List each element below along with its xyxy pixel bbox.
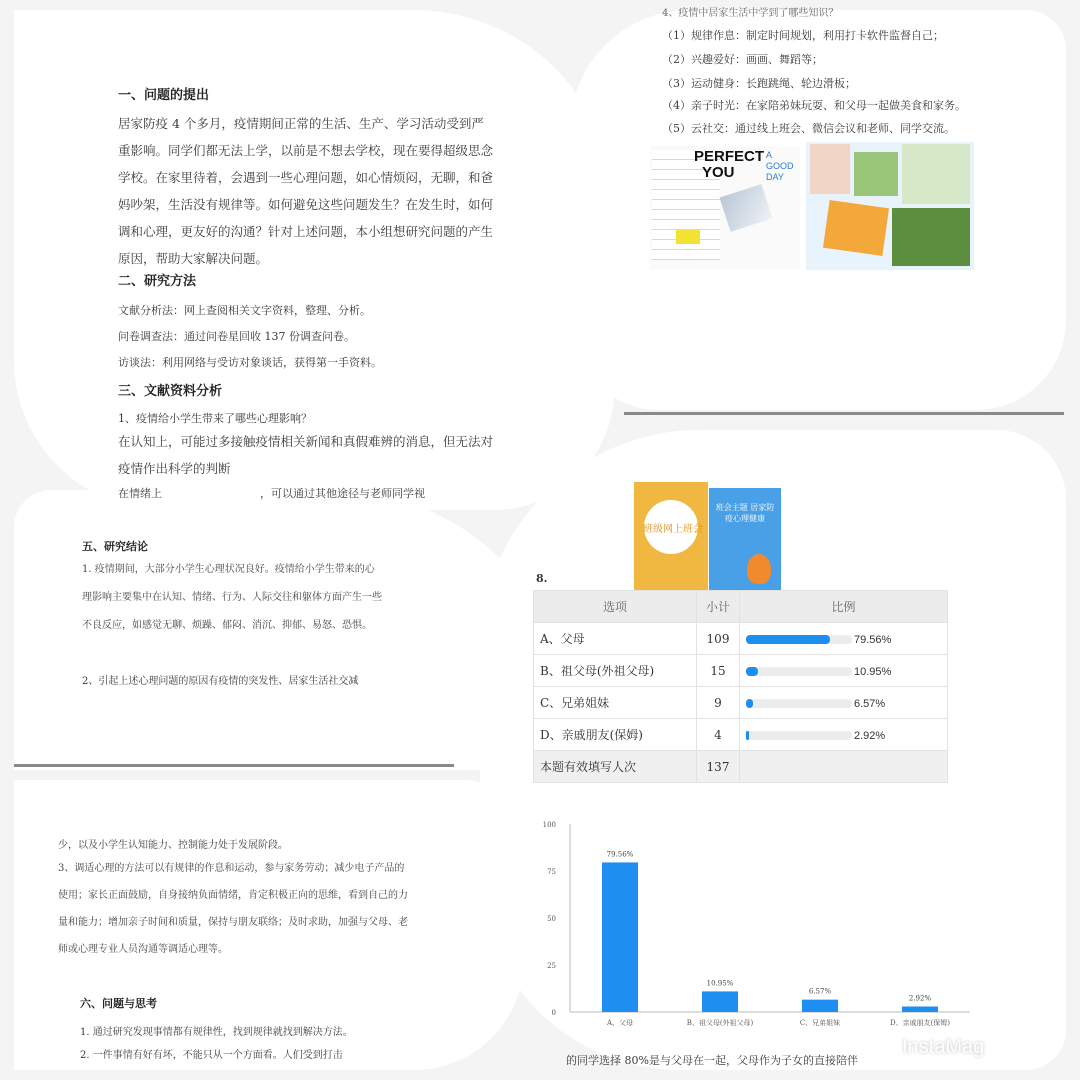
option-count: 9 [697,687,740,719]
ratio-bar [746,731,852,740]
column-header-count: 小计 [697,591,740,623]
option-count: 109 [697,623,740,655]
collage-text: YOU [702,164,735,181]
paragraph-background: 居家防疫 4 个多月，疫情期间正常的生活、生产、学习活动受到严重影响。同学们都无法上学，以前是不想去学校，现在要得超级思念学校。在家里待着，会遇到一些心理问题，如心情烦闷，无聊，和爸妈吵架，生活没有规律等。如何避免这些问题发生？在发生时，如何调和心理，更友好的沟通？针对上述问题，本小组想研究问题的产生原因，帮助大家解决问题。 [118,116,494,266]
knowledge-item: （3）运动健身：长跑跳绳、轮边滑板； [662,77,856,90]
y-tick-label: 50 [547,915,556,923]
option-label: D、亲戚朋友(保姆) [534,719,697,751]
ratio-bar-fill [746,635,830,644]
method-literature: 文献分析法：网上查阅相关文字资料，整理、分析。 [118,304,371,317]
heading-problem: 一、问题的提出 [118,88,210,103]
column-header-option: 选项 [534,591,697,623]
x-tick-label: A、父母 [606,1019,634,1027]
knowledge-item: （2）兴趣爱好：画画、舞蹈等； [662,53,823,66]
heading-method: 二、研究方法 [118,274,197,289]
ratio-bar [746,635,852,644]
chart-caption: 的同学选择 80%是与父母在一起，父母作为子女的直接陪伴 [566,1054,858,1067]
question-number: 8. [536,572,548,585]
column-header-ratio: 比例 [740,591,948,623]
paragraph-adjustment: 3、调适心理的方法可以有规律的作息和运动，参与家务劳动；减少电子产品的使用；家长正面鼓励，自身接纳负面情绪，肯定积极正向的思维，看到自己的力量和能力；增加亲子时间和质量，保持与朋友联络；及时求助，加强与父母、老师或心理专业人员沟通等调适心理等。 [58,863,408,955]
data-label: 79.56% [606,850,634,859]
footer-count: 137 [697,751,740,783]
ratio-bar-fill [746,731,749,740]
table-row [534,623,948,655]
meeting-poster-screenshot [709,488,781,594]
data-label: 2.92% [908,994,932,1003]
knowledge-item: （5）云社交：通过线上班会、微信会议和老师、同学交流。 [662,122,955,135]
option-count: 4 [697,719,740,751]
ratio-bar-fill [746,699,753,708]
y-tick-label: 25 [547,962,556,970]
survey-bar-chart [530,812,990,1037]
table-row [534,687,948,719]
paragraph-emotion: 在情绪上 [118,487,162,500]
paragraph-conclusion-1: 1. 疫情期间，大部分小学生心理状况良好。疫情给小学生带来的心理影响主要集中在认知、情绪、行为、人际交往和躯体方面产生一些不良反应，如感觉无聊、烦躁、郁闷、消沉、抑郁、易怒、恐惧。 [82,564,382,631]
heading-reflection: 六、问题与思考 [80,997,157,1010]
x-tick-label: B、祖父母(外祖父母) [686,1019,754,1027]
method-questionnaire: 问卷调查法：通过问卷星回收 137 份调查问卷。 [118,330,355,343]
ratio-percent: 79.56% [854,633,892,646]
meeting-title-text: 班级网上班会 [643,524,703,535]
paragraph-reasons-cont: 少，以及小学生认知能力、控制能力处于发展阶段。 [58,840,288,851]
knowledge-item: （4）亲子时光：在家陪弟妹玩耍、和父母一起做美食和家务。 [662,99,966,112]
footer-empty-cell [740,751,948,783]
paragraph-conclusion-2: 2、引起上述心理问题的原因有疫情的突发性、居家生活社交减 [82,676,359,687]
ratio-percent: 2.92% [854,729,886,742]
table-row [534,719,948,751]
ratio-bar [746,667,852,676]
option-count: 15 [697,655,740,687]
option-label: A、父母 [534,623,697,655]
ratio-cell [740,655,948,687]
heading-conclusion: 五、研究结论 [82,540,148,553]
bar [902,1007,938,1012]
collage-text: A GOOD DAY [766,150,794,182]
ratio-cell [740,623,948,655]
bar [602,862,638,1012]
survey-result-table [533,590,948,783]
option-label: B、祖父母(外祖父母) [534,655,697,687]
y-tick-label: 100 [542,821,556,829]
poster-title-text: 班会主题 居家防疫心理健康 [715,503,775,523]
heading-literature: 三、文献资料分析 [118,384,223,399]
ratio-percent: 10.95% [854,665,892,678]
online-meeting-screenshot [634,482,708,594]
y-tick-label: 0 [551,1009,556,1017]
footer-label: 本题有效填写人次 [534,751,697,783]
option-label: C、兄弟姐妹 [534,687,697,719]
paragraph-emotion-cont: ，可以通过其他途径与老师同学视 [260,487,425,500]
collage-text: PERFECT [694,148,765,165]
y-tick-label: 75 [547,868,556,876]
checkin-collage-image [650,146,800,270]
bar [802,1000,838,1012]
ratio-percent: 6.57% [854,697,886,710]
method-interview: 访谈法：利用网络与受访对象谈话，获得第一手资料。 [118,356,382,369]
table-footer-row [534,751,948,783]
table-header-row [534,591,948,623]
reflection-item-2: 2. 一件事情有好有坏，不能只从一个方面看。人们受到打击 [80,1050,343,1061]
reflection-item-1: 1. 通过研究发现事情都有规律性，找到规律就找到解决方法。 [80,1027,353,1038]
knowledge-question: 4、疫情中居家生活中学到了哪些知识？ [662,8,839,19]
x-tick-label: C、兄弟姐妹 [799,1019,841,1027]
divider-line [624,412,1064,415]
ratio-cell [740,719,948,751]
ratio-cell [740,687,948,719]
table-row [534,655,948,687]
divider-line [14,764,454,767]
ratio-bar-fill [746,667,758,676]
x-tick-label: D、亲戚朋友(保姆) [889,1019,951,1027]
data-label: 6.57% [808,987,832,996]
question-1: 1、疫情给小学生带来了哪些心理影响？ [118,412,312,425]
data-label: 10.95% [706,979,734,988]
knowledge-item: （1）规律作息：制定时间规划，利用打卡软件监督自己； [662,29,944,42]
instamag-watermark: InstaMag [902,1036,985,1058]
paragraph-cognition: 在认知上，可能过多接触疫情相关新闻和真假难辨的消息，但无法对疫情作出科学的判断 [118,434,494,476]
bar [702,991,738,1012]
ratio-bar [746,699,852,708]
activity-photos-image [806,142,974,270]
